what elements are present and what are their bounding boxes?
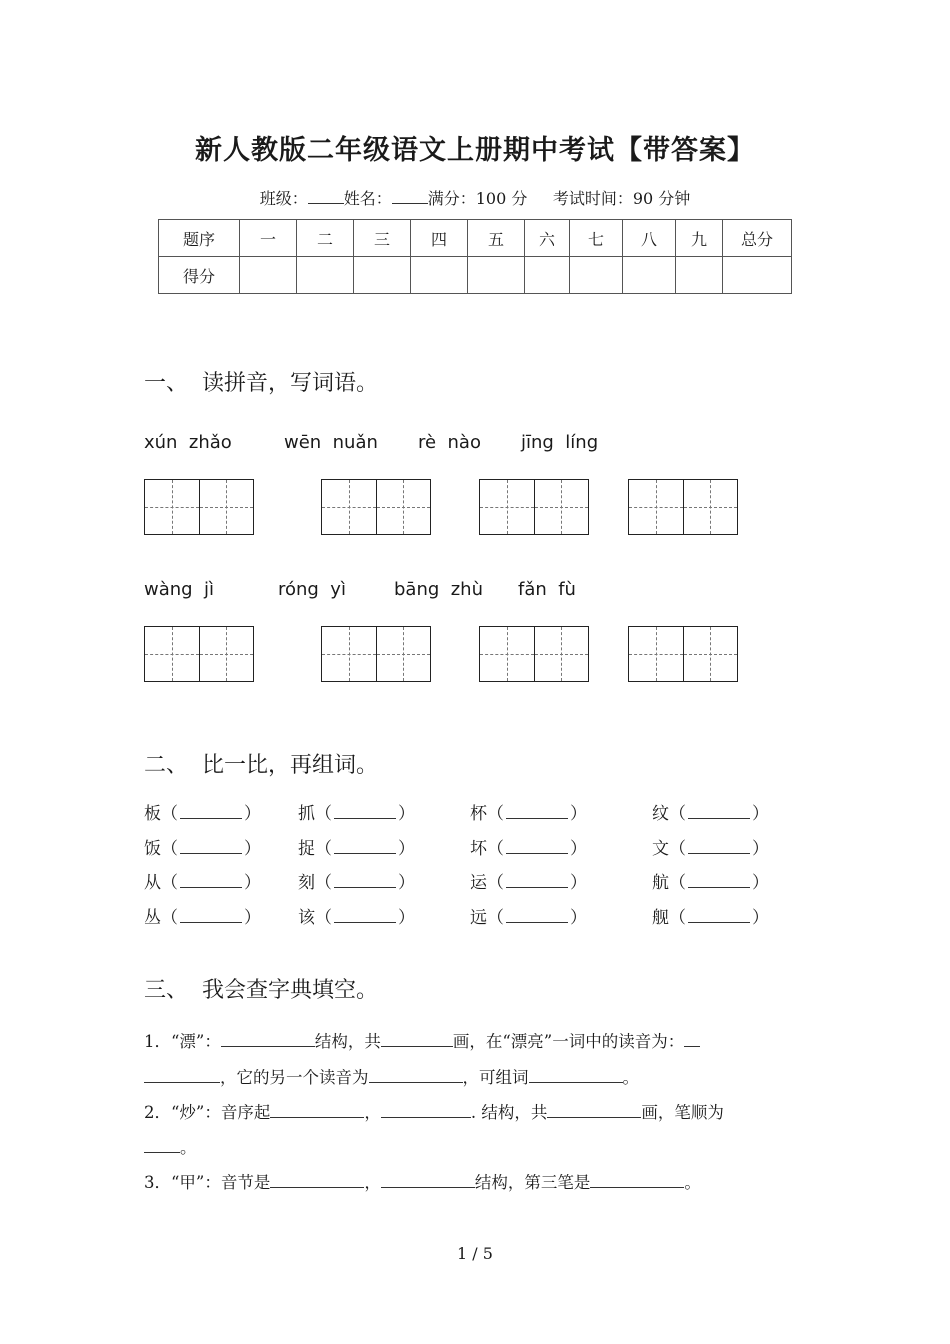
writing-grid[interactable] xyxy=(628,626,738,682)
compare-char: 饭 xyxy=(144,839,161,859)
score-table-header-row xyxy=(159,220,792,257)
q1-text: 。 xyxy=(622,1068,639,1087)
compare-char: 从 xyxy=(144,873,161,893)
compare-item: 运（ ） xyxy=(470,873,587,893)
score-header-cell: 八 xyxy=(623,220,676,257)
answer-blank[interactable] xyxy=(381,1103,471,1118)
answer-blank[interactable] xyxy=(547,1103,641,1118)
q2-text: 。 xyxy=(180,1138,197,1157)
score-input-cell[interactable] xyxy=(297,257,354,294)
answer-blank[interactable] xyxy=(529,1068,623,1083)
answer-blank[interactable] xyxy=(180,838,242,854)
grid-cell[interactable] xyxy=(145,480,199,534)
pinyin-label: rè nào xyxy=(418,432,481,453)
pinyin-label: wēn nuǎn xyxy=(284,432,378,453)
writing-grid[interactable] xyxy=(144,479,254,535)
answer-blank[interactable] xyxy=(334,872,396,888)
answer-blank[interactable] xyxy=(180,907,242,923)
score-input-cell[interactable] xyxy=(570,257,623,294)
grid-cell[interactable] xyxy=(376,480,431,534)
class-label: 班级： xyxy=(259,189,308,208)
answer-blank[interactable] xyxy=(334,803,396,819)
score-row-label: 得分 xyxy=(159,257,240,294)
score-header-cell: 七 xyxy=(570,220,623,257)
answer-blank[interactable] xyxy=(334,907,396,923)
answer-blank[interactable] xyxy=(506,872,568,888)
answer-blank[interactable] xyxy=(688,803,750,819)
compare-char: 运 xyxy=(470,873,487,893)
score-input-cell[interactable] xyxy=(411,257,468,294)
score-header-cell: 六 xyxy=(525,220,570,257)
compare-char: 坏 xyxy=(470,839,487,859)
compare-char: 航 xyxy=(652,873,669,893)
name-label: 姓名： xyxy=(343,189,392,208)
score-input-cell[interactable] xyxy=(354,257,411,294)
question-1-line-1 xyxy=(144,1028,700,1052)
q3-text: 结构，第三笔是 xyxy=(474,1173,591,1192)
score-header-cell: 二 xyxy=(297,220,354,257)
writing-grid[interactable] xyxy=(144,626,254,682)
answer-blank[interactable] xyxy=(180,872,242,888)
question-3 xyxy=(144,1169,701,1193)
answer-blank[interactable] xyxy=(688,907,750,923)
compare-item: 板（ ） xyxy=(144,804,261,824)
compare-item: 丛（ ） xyxy=(144,908,261,928)
answer-blank[interactable] xyxy=(180,803,242,819)
score-input-cell[interactable] xyxy=(723,257,792,294)
score-header-cell: 总分 xyxy=(723,220,792,257)
compare-char: 丛 xyxy=(144,908,161,928)
grid-cell[interactable] xyxy=(322,480,376,534)
compare-char: 远 xyxy=(470,908,487,928)
answer-blank[interactable] xyxy=(369,1068,463,1083)
writing-grid[interactable] xyxy=(628,479,738,535)
q1-text: 结构，共 xyxy=(314,1032,381,1051)
answer-blank[interactable] xyxy=(144,1138,180,1153)
answer-blank[interactable] xyxy=(381,1032,453,1047)
compare-item: 抓（ ） xyxy=(298,804,415,824)
q3-text: ， xyxy=(364,1173,381,1192)
q3-text: 3．“甲”：音节是 xyxy=(144,1173,271,1192)
answer-blank[interactable] xyxy=(221,1032,315,1047)
compare-item: 航（ ） xyxy=(652,873,769,893)
answer-blank[interactable] xyxy=(688,838,750,854)
answer-blank[interactable] xyxy=(144,1068,220,1083)
compare-char: 文 xyxy=(652,839,669,859)
score-header-cell: 四 xyxy=(411,220,468,257)
compare-char: 捉 xyxy=(298,839,315,859)
answer-blank[interactable] xyxy=(506,838,568,854)
compare-item: 杯（ ） xyxy=(470,804,587,824)
score-input-cell[interactable] xyxy=(468,257,525,294)
answer-blank[interactable] xyxy=(270,1103,364,1118)
class-blank[interactable] xyxy=(308,189,344,204)
score-table-score-row xyxy=(159,257,792,294)
grid-cell[interactable] xyxy=(683,480,738,534)
q2-text: 2．“炒”：音序起 xyxy=(144,1103,271,1122)
grid-cell[interactable] xyxy=(534,627,589,681)
score-input-cell[interactable] xyxy=(525,257,570,294)
compare-char: 板 xyxy=(144,804,161,824)
q2-text: 画，笔顺为 xyxy=(641,1103,724,1122)
grid-cell[interactable] xyxy=(376,627,431,681)
grid-cell[interactable] xyxy=(199,627,254,681)
section2-title: 二、 比一比，再组词。 xyxy=(144,753,378,778)
answer-blank[interactable] xyxy=(684,1032,700,1047)
section3-title: 三、 我会查字典填空。 xyxy=(144,978,378,1003)
grid-cell[interactable] xyxy=(629,627,683,681)
grid-cell[interactable] xyxy=(322,627,376,681)
writing-grid[interactable] xyxy=(479,626,589,682)
pinyin-label: bāng zhù xyxy=(394,579,483,600)
score-header-cell: 一 xyxy=(240,220,297,257)
page-title: 新人教版二年级语文上册期中考试【带答案】 xyxy=(195,135,755,166)
full-score: 满分：100 分 xyxy=(427,189,528,208)
compare-item: 舰（ ） xyxy=(652,908,769,928)
score-input-cell[interactable] xyxy=(676,257,723,294)
score-input-cell[interactable] xyxy=(240,257,297,294)
compare-char: 杯 xyxy=(470,804,487,824)
compare-item: 捉（ ） xyxy=(298,839,415,859)
compare-char: 刻 xyxy=(298,873,315,893)
answer-blank[interactable] xyxy=(381,1173,475,1188)
answer-blank[interactable] xyxy=(590,1173,684,1188)
score-table xyxy=(158,219,792,294)
grid-cell[interactable] xyxy=(480,480,534,534)
section1-title: 一、 读拼音，写词语。 xyxy=(144,371,378,396)
page-number: 1 / 5 xyxy=(457,1244,493,1263)
writing-grid[interactable] xyxy=(479,479,589,535)
compare-item: 该（ ） xyxy=(298,908,415,928)
answer-blank[interactable] xyxy=(334,838,396,854)
grid-cell[interactable] xyxy=(683,627,738,681)
question-1-line-2 xyxy=(144,1064,639,1088)
exam-time: 考试时间：90 分钟 xyxy=(552,189,691,208)
compare-item: 从（ ） xyxy=(144,873,261,893)
q1-text: 1．“漂”： xyxy=(144,1032,221,1051)
pinyin-label: róng yì xyxy=(278,579,346,600)
compare-item: 纹（ ） xyxy=(652,804,769,824)
q2-text: . 结构，共 xyxy=(470,1103,548,1122)
compare-item: 远（ ） xyxy=(470,908,587,928)
pinyin-label: jīng líng xyxy=(521,432,599,453)
score-header-cell: 九 xyxy=(676,220,723,257)
answer-blank[interactable] xyxy=(506,907,568,923)
compare-item: 坏（ ） xyxy=(470,839,587,859)
q1-text: ，可组词 xyxy=(462,1068,529,1087)
exam-info-line xyxy=(0,186,950,209)
grid-cell[interactable] xyxy=(145,627,199,681)
compare-item: 饭（ ） xyxy=(144,839,261,859)
writing-grid[interactable] xyxy=(321,479,431,535)
compare-item: 刻（ ） xyxy=(298,873,415,893)
q1-text: ，它的另一个读音为 xyxy=(220,1068,369,1087)
score-header-cell: 五 xyxy=(468,220,525,257)
compare-char: 纹 xyxy=(652,804,669,824)
grid-cell[interactable] xyxy=(480,627,534,681)
answer-blank[interactable] xyxy=(688,872,750,888)
name-blank[interactable] xyxy=(392,189,428,204)
pinyin-label: wàng jì xyxy=(144,579,215,600)
grid-cell[interactable] xyxy=(199,480,254,534)
compare-char: 舰 xyxy=(652,908,669,928)
compare-char: 抓 xyxy=(298,804,315,824)
q2-text: ， xyxy=(364,1103,381,1122)
question-2-line-1 xyxy=(144,1099,724,1123)
answer-blank[interactable] xyxy=(506,803,568,819)
q1-text: 画，在“漂亮”一词中的读音为： xyxy=(452,1032,685,1051)
compare-char: 该 xyxy=(298,908,315,928)
score-input-cell[interactable] xyxy=(623,257,676,294)
question-2-line-2 xyxy=(144,1134,197,1158)
grid-cell[interactable] xyxy=(629,480,683,534)
pinyin-label: fǎn fù xyxy=(518,579,576,600)
compare-item: 文（ ） xyxy=(652,839,769,859)
score-header-cell: 题序 xyxy=(159,220,240,257)
score-header-cell: 三 xyxy=(354,220,411,257)
q3-text: 。 xyxy=(684,1173,701,1192)
answer-blank[interactable] xyxy=(270,1173,364,1188)
writing-grid[interactable] xyxy=(321,626,431,682)
pinyin-label: xún zhǎo xyxy=(144,432,232,453)
grid-cell[interactable] xyxy=(534,480,589,534)
